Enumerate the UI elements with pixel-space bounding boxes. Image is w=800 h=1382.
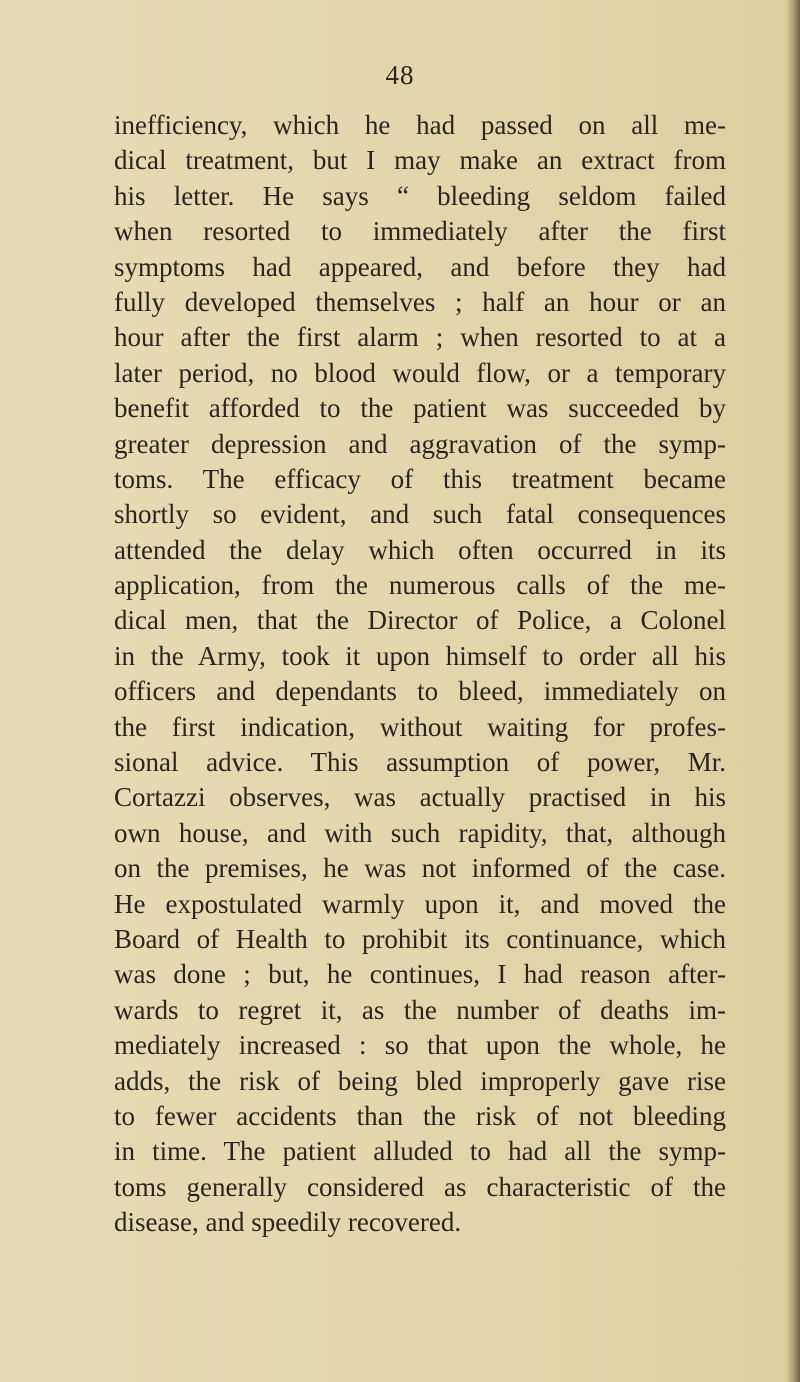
text-line: Cortazzi observes, was actually practised in his [114,782,726,813]
text-line: toms generally considered as characteristic of the [114,1171,726,1202]
text-line: later period, no blood would flow, or a temporary [114,357,726,388]
text-line: hour after the first alarm ; when resorted to at a [114,322,726,353]
text-line: in time. The patient alluded to had all the symp- [114,1136,726,1167]
text-line: on the premises, he was not informed of the case. [114,853,726,884]
text-line: his letter. He says “ bleeding seldom failed [114,180,726,211]
text-line: officers and dependants to bleed, immediately on [114,676,726,707]
text-line: He expostulated warmly upon it, and moved the [114,888,726,919]
text-line: attended the delay which often occurred in its [114,534,726,565]
text-line: shortly so evident, and such fatal consequences [114,499,726,530]
text-line: own house, and with such rapidity, that, although [114,817,726,848]
text-line: Board of Health to prohibit its continuance, which [114,923,726,954]
text-line: dical men, that the Director of Police, a Colonel [114,605,726,636]
text-line: when resorted to immediately after the first [114,216,726,247]
text-line: dical treatment, but I may make an extract from [114,145,726,176]
text-line: application, from the numerous calls of the me- [114,570,726,601]
text-line: the first indication, without waiting for profes- [114,711,726,742]
text-line: to fewer accidents than the risk of not bleeding [114,1100,726,1131]
text-line: was done ; but, he continues, I had reason after- [114,959,726,990]
text-line: greater depression and aggravation of the symp- [114,428,726,459]
text-line: adds, the risk of being bled improperly gave rise [114,1065,726,1096]
text-line: fully developed themselves ; half an hour or an [114,286,726,317]
page-edge-shadow [786,0,800,1382]
text-line: in the Army, took it upon himself to order all his [114,640,726,671]
text-line: toms. The efficacy of this treatment became [114,463,726,494]
page-number: 48 [385,60,415,90]
text-line: inefficiency, which he had passed on all me- [114,110,726,140]
text-line: benefit afforded to the patient was succeeded by [114,393,726,424]
text-line: disease, and speedily recovered. [114,1207,462,1238]
body-paragraph [114,108,726,1241]
text-line: symptoms had appeared, and before they had [114,251,726,282]
text-line: wards to regret it, as the number of deaths im- [114,994,726,1025]
text-line: mediately increased : so that upon the whole, he [114,1030,726,1061]
text-line: sional advice. This assumption of power, Mr. [114,747,726,778]
